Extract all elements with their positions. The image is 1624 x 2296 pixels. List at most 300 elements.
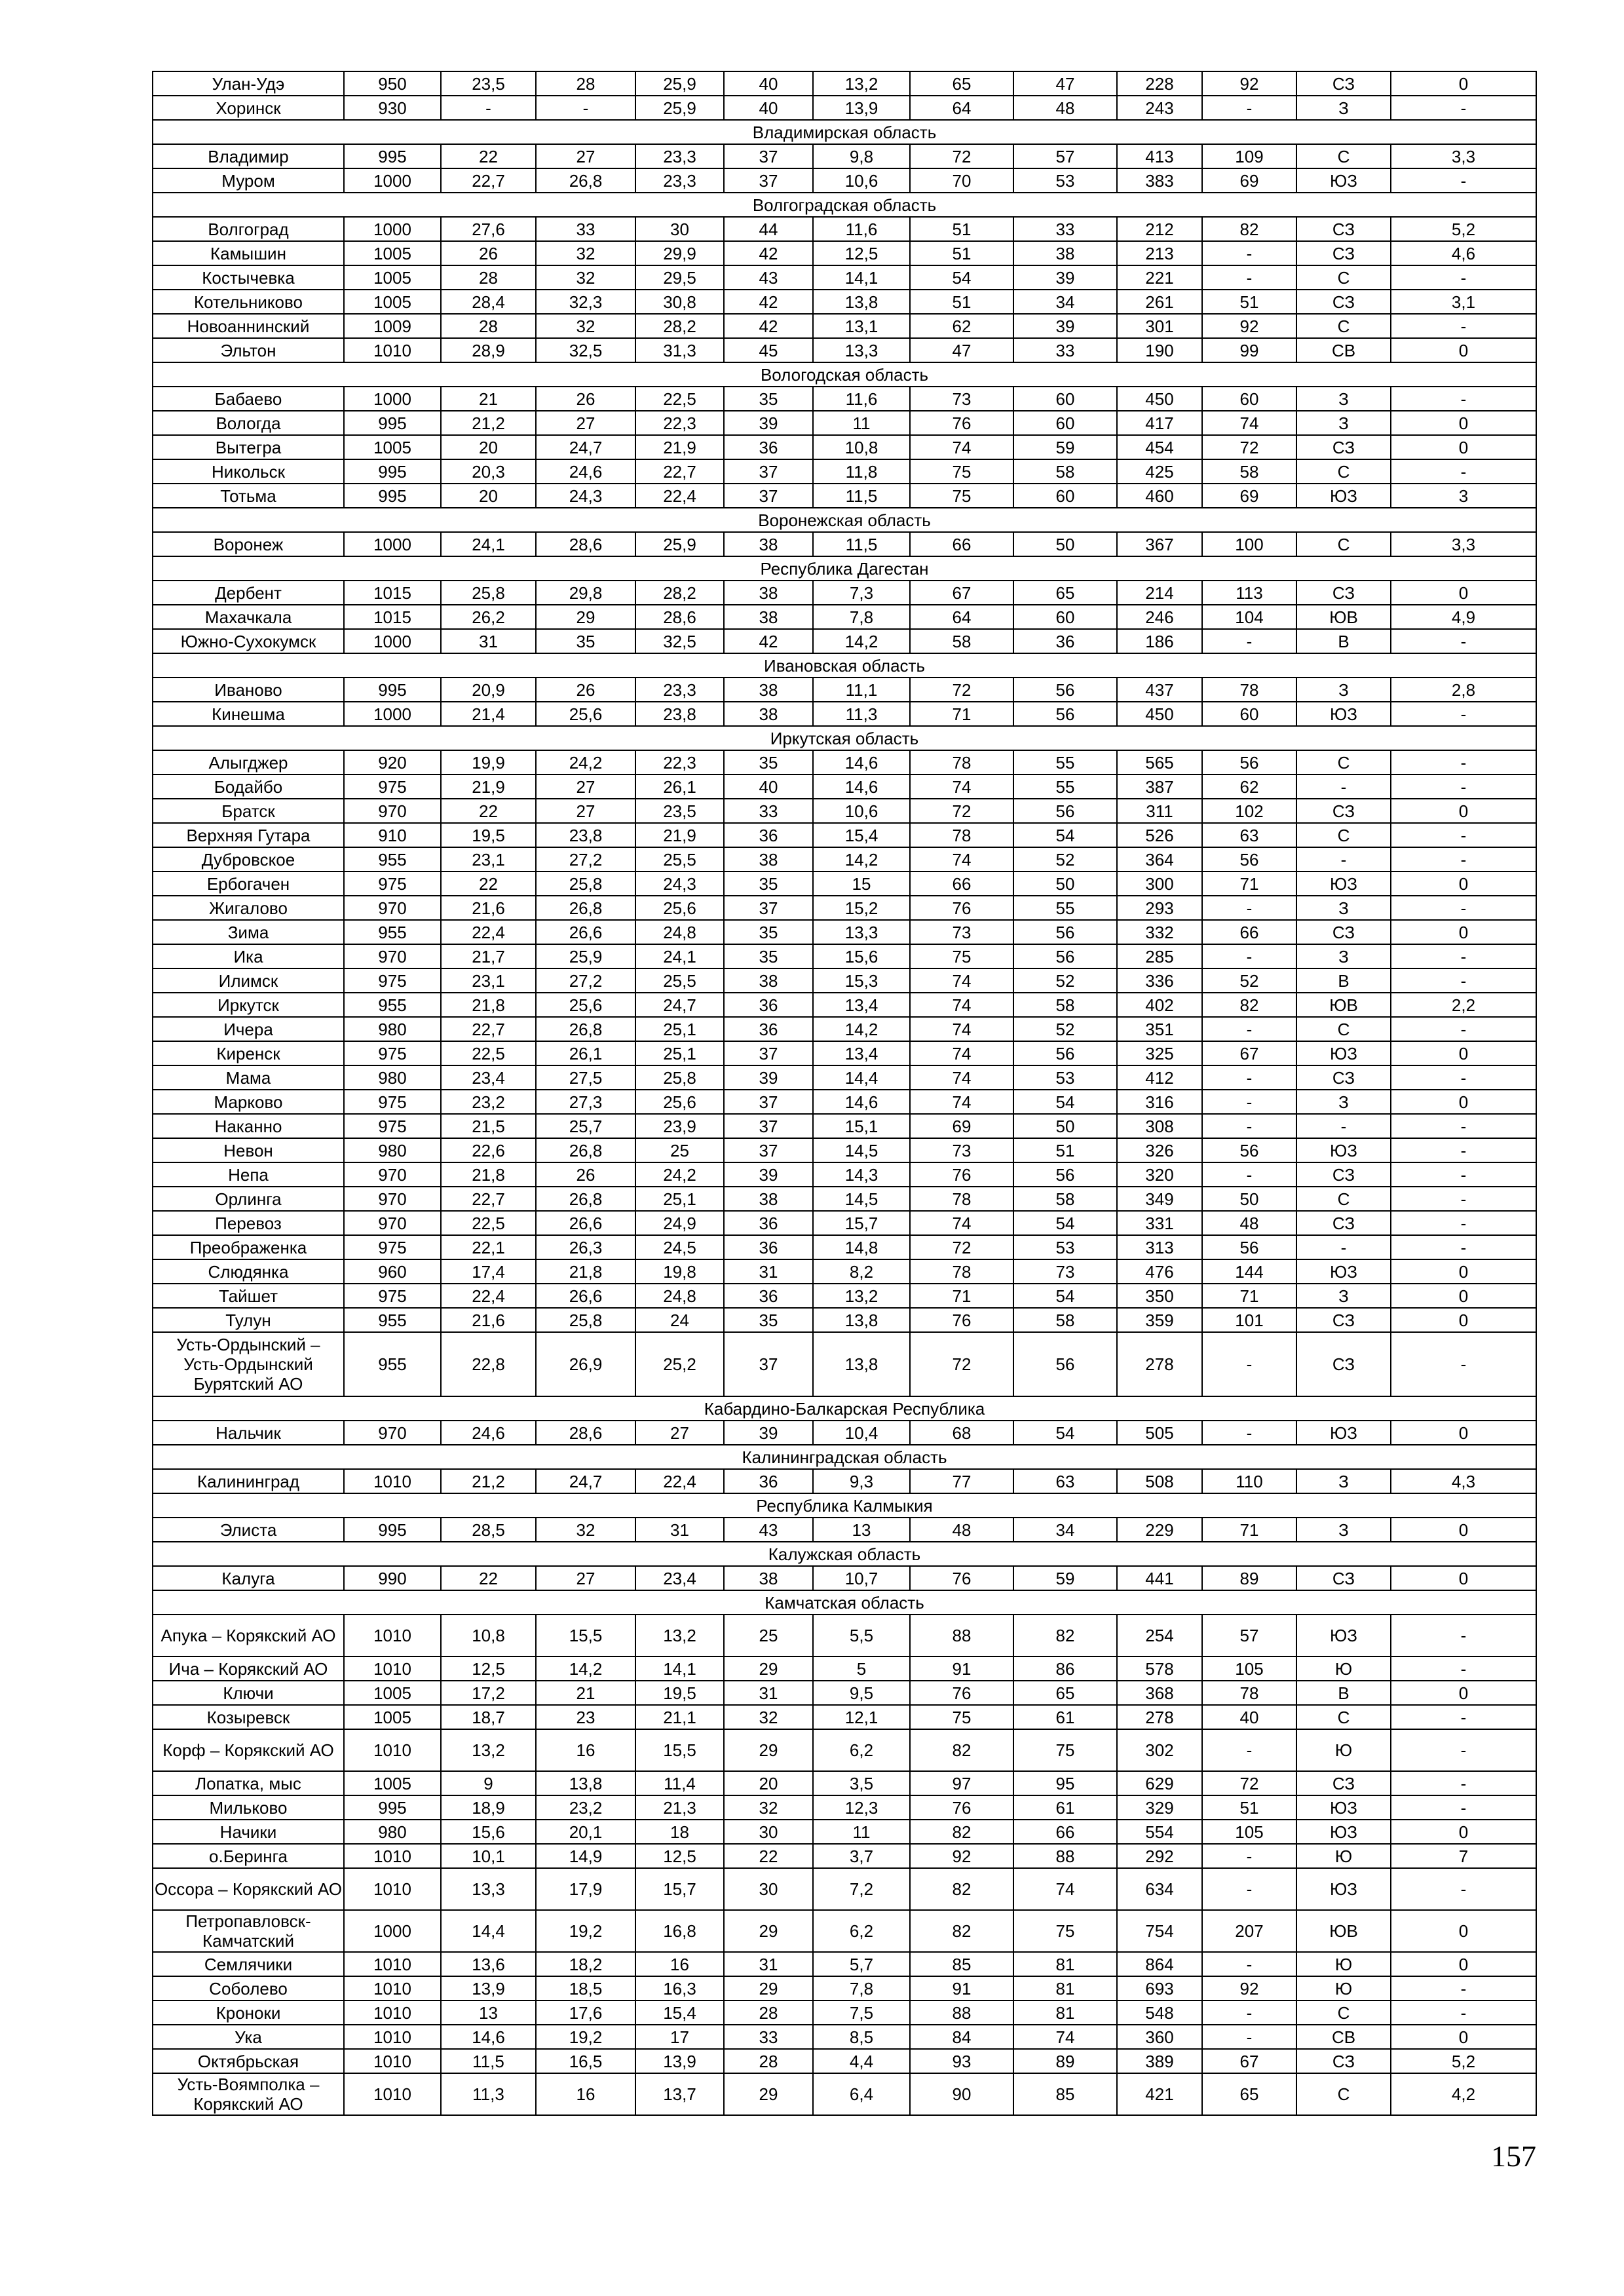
- table-cell: 995: [344, 459, 441, 484]
- table-cell: -: [1202, 1017, 1296, 1041]
- table-cell: З: [1296, 1284, 1391, 1308]
- table-cell: ЮВ: [1296, 993, 1391, 1017]
- table-cell: 0: [1391, 1284, 1536, 1308]
- table-cell: 995: [344, 411, 441, 435]
- table-cell: -: [1391, 96, 1536, 120]
- table-cell: 320: [1117, 1162, 1202, 1187]
- table-cell: 26,8: [536, 1138, 635, 1162]
- region-name: Иркутская область: [153, 726, 1536, 750]
- table-cell: Ю: [1296, 1844, 1391, 1868]
- table-cell: 508: [1117, 1469, 1202, 1493]
- table-cell: 278: [1117, 1705, 1202, 1729]
- table-row: [153, 678, 1536, 702]
- table-cell: 55: [1013, 775, 1117, 799]
- table-cell: 32,3: [536, 290, 635, 314]
- table-cell: 29: [724, 1976, 813, 2000]
- table-cell: 213: [1117, 241, 1202, 265]
- table-cell: 24,1: [635, 944, 724, 968]
- table-cell: 367: [1117, 532, 1202, 556]
- table-cell: 20: [441, 484, 536, 508]
- table-cell: -: [1391, 1162, 1536, 1187]
- table-cell: -: [1391, 1065, 1536, 1090]
- region-header-row: [153, 120, 1536, 144]
- table-cell: 0: [1391, 1090, 1536, 1114]
- table-cell: 0: [1391, 1952, 1536, 1976]
- table-cell: 28: [441, 314, 536, 338]
- table-cell: 26,3: [536, 1235, 635, 1259]
- table-cell: 72: [910, 678, 1013, 702]
- table-cell: 2,8: [1391, 678, 1536, 702]
- table-cell: 39: [724, 1421, 813, 1445]
- table-cell: -: [1391, 1729, 1536, 1771]
- table-cell: 36: [724, 1469, 813, 1493]
- table-cell: 417: [1117, 411, 1202, 435]
- table-row: [153, 1771, 1536, 1795]
- table-cell: 85: [1013, 2073, 1117, 2115]
- table-cell: -: [1391, 1187, 1536, 1211]
- table-cell: 67: [1202, 1041, 1296, 1065]
- table-cell: 13,6: [441, 1952, 536, 1976]
- table-cell: 4,6: [1391, 241, 1536, 265]
- table-cell: 81: [1013, 1976, 1117, 2000]
- table-body: [153, 71, 1536, 2115]
- table-cell: 970: [344, 799, 441, 823]
- table-cell: 14,4: [441, 1910, 536, 1952]
- region-name: Камчатская область: [153, 1590, 1536, 1615]
- table-cell: СЗ: [1296, 241, 1391, 265]
- table-cell: 31,3: [635, 338, 724, 362]
- table-row: [153, 532, 1536, 556]
- table-cell: 36: [724, 1284, 813, 1308]
- page-number: 157: [1491, 2139, 1536, 2173]
- table-cell: 7: [1391, 1844, 1536, 1868]
- table-cell: 74: [910, 993, 1013, 1017]
- station-name-cell: Иркутск: [153, 993, 344, 1017]
- table-cell: 4,3: [1391, 1469, 1536, 1493]
- table-cell: 74: [910, 775, 1013, 799]
- table-cell: 51: [1202, 290, 1296, 314]
- table-cell: 75: [910, 459, 1013, 484]
- station-name-cell: Ика: [153, 944, 344, 968]
- table-cell: 13: [813, 1518, 910, 1542]
- table-cell: 995: [344, 1795, 441, 1820]
- table-cell: 38: [724, 1566, 813, 1590]
- table-cell: -: [1391, 387, 1536, 411]
- table-cell: 78: [1202, 1681, 1296, 1705]
- table-cell: 5: [813, 1656, 910, 1681]
- table-cell: 82: [1202, 217, 1296, 241]
- table-cell: 34: [1013, 290, 1117, 314]
- table-cell: 85: [910, 1952, 1013, 1976]
- table-cell: 14,3: [813, 1162, 910, 1187]
- table-cell: -: [1296, 775, 1391, 799]
- table-cell: 25,1: [635, 1041, 724, 1065]
- table-row: [153, 1518, 1536, 1542]
- table-cell: СЗ: [1296, 920, 1391, 944]
- table-cell: 186: [1117, 629, 1202, 653]
- table-cell: 11,6: [813, 387, 910, 411]
- table-cell: 14,2: [813, 847, 910, 871]
- table-cell: 48: [1202, 1211, 1296, 1235]
- table-cell: 970: [344, 1187, 441, 1211]
- table-cell: 28,6: [536, 532, 635, 556]
- table-cell: 421: [1117, 2073, 1202, 2115]
- table-cell: -: [1391, 775, 1536, 799]
- table-cell: 22: [724, 1844, 813, 1868]
- table-cell: 441: [1117, 1566, 1202, 1590]
- table-cell: 13,3: [813, 338, 910, 362]
- table-cell: 73: [910, 1138, 1013, 1162]
- table-cell: 76: [910, 1681, 1013, 1705]
- table-cell: 8,2: [813, 1259, 910, 1284]
- table-row: [153, 702, 1536, 726]
- table-cell: 74: [910, 435, 1013, 459]
- table-cell: 22,4: [441, 1284, 536, 1308]
- table-cell: 144: [1202, 1259, 1296, 1284]
- table-cell: 62: [1202, 775, 1296, 799]
- table-cell: 285: [1117, 944, 1202, 968]
- table-cell: 48: [1013, 96, 1117, 120]
- table-cell: 13,8: [813, 290, 910, 314]
- table-row: [153, 1332, 1536, 1396]
- table-cell: 450: [1117, 702, 1202, 726]
- table-cell: 30: [635, 217, 724, 241]
- station-name-cell: Ичера: [153, 1017, 344, 1041]
- table-cell: 955: [344, 993, 441, 1017]
- table-cell: ЮЗ: [1296, 871, 1391, 896]
- table-row: [153, 265, 1536, 290]
- table-cell: 66: [1013, 1820, 1117, 1844]
- table-cell: 38: [724, 605, 813, 629]
- table-cell: 37: [724, 1041, 813, 1065]
- table-cell: 74: [1202, 411, 1296, 435]
- table-cell: 40: [724, 71, 813, 96]
- table-cell: 78: [1202, 678, 1296, 702]
- table-cell: 63: [1013, 1469, 1117, 1493]
- station-name-cell: Вытегра: [153, 435, 344, 459]
- table-cell: 13,9: [635, 2049, 724, 2073]
- table-cell: 39: [1013, 314, 1117, 338]
- table-cell: 0: [1391, 435, 1536, 459]
- table-cell: 23,1: [441, 847, 536, 871]
- table-cell: С: [1296, 1017, 1391, 1041]
- table-cell: 3,1: [1391, 290, 1536, 314]
- table-cell: 76: [910, 1795, 1013, 1820]
- table-cell: 109: [1202, 144, 1296, 168]
- table-cell: 15,5: [536, 1615, 635, 1656]
- table-cell: 66: [1202, 920, 1296, 944]
- table-cell: 75: [910, 1705, 1013, 1729]
- table-cell: 23,2: [536, 1795, 635, 1820]
- table-cell: 960: [344, 1259, 441, 1284]
- table-cell: 22,4: [635, 484, 724, 508]
- table-cell: 11,5: [813, 484, 910, 508]
- table-cell: 11,8: [813, 459, 910, 484]
- table-cell: 50: [1013, 871, 1117, 896]
- station-name-cell: Тулун: [153, 1308, 344, 1332]
- table-cell: -: [1202, 1952, 1296, 1976]
- table-cell: 14,2: [813, 629, 910, 653]
- table-cell: 25,9: [635, 71, 724, 96]
- table-cell: 105: [1202, 1656, 1296, 1681]
- table-cell: 31: [724, 1259, 813, 1284]
- table-cell: 65: [1202, 2073, 1296, 2115]
- table-cell: 990: [344, 1566, 441, 1590]
- station-name-cell: Перевоз: [153, 1211, 344, 1235]
- table-cell: 56: [1202, 750, 1296, 775]
- table-cell: СЗ: [1296, 1566, 1391, 1590]
- table-cell: 975: [344, 1235, 441, 1259]
- table-cell: 38: [724, 702, 813, 726]
- table-row: [153, 581, 1536, 605]
- table-cell: 73: [910, 387, 1013, 411]
- table-cell: 15,1: [813, 1114, 910, 1138]
- table-cell: 437: [1117, 678, 1202, 702]
- table-row: [153, 823, 1536, 847]
- table-cell: 99: [1202, 338, 1296, 362]
- table-cell: 0: [1391, 1681, 1536, 1705]
- table-row: [153, 1211, 1536, 1235]
- table-cell: 21,6: [441, 896, 536, 920]
- table-cell: 1005: [344, 290, 441, 314]
- table-cell: 55: [1013, 896, 1117, 920]
- table-cell: -: [1391, 1114, 1536, 1138]
- table-cell: 975: [344, 775, 441, 799]
- station-name-cell: Воронеж: [153, 532, 344, 556]
- table-cell: 16,3: [635, 1976, 724, 2000]
- table-cell: 19,8: [635, 1259, 724, 1284]
- table-cell: 29,5: [635, 265, 724, 290]
- station-name-cell: Ука: [153, 2025, 344, 2049]
- table-cell: 44: [724, 217, 813, 241]
- table-cell: 14,8: [813, 1235, 910, 1259]
- table-cell: 51: [910, 290, 1013, 314]
- region-name: Ивановская область: [153, 653, 1536, 678]
- station-name-cell: Владимир: [153, 144, 344, 168]
- table-cell: 15,4: [813, 823, 910, 847]
- table-cell: -: [1202, 944, 1296, 968]
- table-cell: В: [1296, 1681, 1391, 1705]
- station-name-cell: Ербогачен: [153, 871, 344, 896]
- station-name-cell: Мама: [153, 1065, 344, 1090]
- table-cell: С: [1296, 532, 1391, 556]
- table-cell: 1010: [344, 2000, 441, 2025]
- table-cell: 1000: [344, 702, 441, 726]
- table-cell: 14,6: [813, 775, 910, 799]
- table-cell: 35: [536, 629, 635, 653]
- table-row: [153, 1041, 1536, 1065]
- table-cell: 81: [1013, 1952, 1117, 1976]
- table-cell: 88: [1013, 1844, 1117, 1868]
- table-cell: 56: [1013, 678, 1117, 702]
- table-cell: 6,2: [813, 1729, 910, 1771]
- table-cell: 20,9: [441, 678, 536, 702]
- table-cell: 82: [910, 1868, 1013, 1910]
- table-cell: 3,5: [813, 1771, 910, 1795]
- table-row: [153, 1162, 1536, 1187]
- table-cell: 36: [724, 1017, 813, 1041]
- table-cell: 27,2: [536, 847, 635, 871]
- table-cell: 325: [1117, 1041, 1202, 1065]
- table-cell: СВ: [1296, 338, 1391, 362]
- table-cell: 1010: [344, 1868, 441, 1910]
- table-cell: -: [536, 96, 635, 120]
- table-cell: 22,7: [635, 459, 724, 484]
- table-cell: ЮЗ: [1296, 1041, 1391, 1065]
- table-row: [153, 1844, 1536, 1868]
- table-cell: -: [1391, 265, 1536, 290]
- table-cell: 52: [1013, 1017, 1117, 1041]
- station-name-cell: Усть-Воямполка – Корякский АО: [153, 2073, 344, 2115]
- table-cell: 25,6: [635, 1090, 724, 1114]
- station-name-cell: Зима: [153, 920, 344, 944]
- table-cell: 27,3: [536, 1090, 635, 1114]
- table-cell: -: [1391, 1138, 1536, 1162]
- region-name: Республика Дагестан: [153, 556, 1536, 581]
- table-cell: 33: [724, 799, 813, 823]
- table-row: [153, 338, 1536, 362]
- table-cell: 58: [1013, 993, 1117, 1017]
- table-cell: 5,2: [1391, 217, 1536, 241]
- table-cell: 60: [1013, 484, 1117, 508]
- table-cell: 1010: [344, 1976, 441, 2000]
- table-cell: 31: [724, 1681, 813, 1705]
- table-cell: СЗ: [1296, 71, 1391, 96]
- table-cell: 261: [1117, 290, 1202, 314]
- table-cell: 22,3: [635, 411, 724, 435]
- table-cell: 970: [344, 1211, 441, 1235]
- table-cell: 76: [910, 1308, 1013, 1332]
- table-row: [153, 896, 1536, 920]
- table-cell: 1000: [344, 217, 441, 241]
- table-cell: 26,9: [536, 1332, 635, 1396]
- table-cell: -: [1391, 168, 1536, 193]
- table-cell: 92: [1202, 1976, 1296, 2000]
- table-cell: 74: [910, 1041, 1013, 1065]
- table-cell: 14,4: [813, 1065, 910, 1090]
- table-cell: 35: [724, 871, 813, 896]
- table-cell: 25,6: [635, 896, 724, 920]
- table-cell: 71: [910, 1284, 1013, 1308]
- table-cell: 22,1: [441, 1235, 536, 1259]
- table-cell: 28,6: [635, 605, 724, 629]
- table-cell: 629: [1117, 1771, 1202, 1795]
- table-cell: 54: [1013, 1284, 1117, 1308]
- table-cell: 26: [536, 678, 635, 702]
- table-cell: 16,5: [536, 2049, 635, 2073]
- table-cell: 30,8: [635, 290, 724, 314]
- table-cell: 29: [724, 2073, 813, 2115]
- table-cell: С: [1296, 1705, 1391, 1729]
- table-cell: 955: [344, 847, 441, 871]
- table-cell: 7,8: [813, 605, 910, 629]
- table-cell: 56: [1202, 847, 1296, 871]
- table-cell: 27: [536, 144, 635, 168]
- table-row: [153, 314, 1536, 338]
- table-cell: З: [1296, 96, 1391, 120]
- table-cell: 21,8: [441, 1162, 536, 1187]
- table-cell: 19,9: [441, 750, 536, 775]
- table-cell: 23,4: [441, 1065, 536, 1090]
- table-cell: 228: [1117, 71, 1202, 96]
- table-cell: 25,8: [441, 581, 536, 605]
- table-cell: 24: [635, 1308, 724, 1332]
- table-cell: 693: [1117, 1976, 1202, 2000]
- table-cell: З: [1296, 678, 1391, 702]
- table-cell: -: [1391, 1976, 1536, 2000]
- station-name-cell: Костычевка: [153, 265, 344, 290]
- table-cell: С: [1296, 459, 1391, 484]
- table-cell: 21: [441, 387, 536, 411]
- table-cell: 33: [536, 217, 635, 241]
- table-cell: 38: [724, 847, 813, 871]
- table-cell: 24,7: [635, 993, 724, 1017]
- table-cell: 24,5: [635, 1235, 724, 1259]
- table-cell: 26,6: [536, 1284, 635, 1308]
- table-cell: 413: [1117, 144, 1202, 168]
- table-row: [153, 2073, 1536, 2115]
- table-cell: ЮЗ: [1296, 702, 1391, 726]
- table-cell: 27: [536, 775, 635, 799]
- table-cell: 17,4: [441, 1259, 536, 1284]
- region-name: Волгоградская область: [153, 193, 1536, 217]
- table-row: [153, 484, 1536, 508]
- table-cell: 7,3: [813, 581, 910, 605]
- table-cell: 21,9: [441, 775, 536, 799]
- table-cell: 14,5: [813, 1138, 910, 1162]
- table-cell: 24,6: [441, 1421, 536, 1445]
- table-row: [153, 290, 1536, 314]
- table-cell: 63: [1202, 823, 1296, 847]
- table-cell: 7,5: [813, 2000, 910, 2025]
- table-row: [153, 1235, 1536, 1259]
- table-cell: З: [1296, 896, 1391, 920]
- table-cell: 53: [1013, 1065, 1117, 1090]
- table-cell: 0: [1391, 71, 1536, 96]
- table-cell: 301: [1117, 314, 1202, 338]
- table-cell: 36: [724, 823, 813, 847]
- table-cell: 6,4: [813, 2073, 910, 2115]
- table-cell: 1005: [344, 241, 441, 265]
- table-cell: -: [1391, 702, 1536, 726]
- table-cell: 13,1: [813, 314, 910, 338]
- table-cell: -: [1391, 1705, 1536, 1729]
- station-name-cell: Ключи: [153, 1681, 344, 1705]
- table-cell: 20: [441, 435, 536, 459]
- table-cell: 74: [1013, 2025, 1117, 2049]
- table-cell: -: [1391, 896, 1536, 920]
- table-cell: -: [1391, 1771, 1536, 1795]
- table-cell: 548: [1117, 2000, 1202, 2025]
- table-cell: 36: [724, 1211, 813, 1235]
- table-cell: 74: [910, 968, 1013, 993]
- table-cell: 995: [344, 144, 441, 168]
- table-cell: 11,1: [813, 678, 910, 702]
- table-cell: 15,6: [441, 1820, 536, 1844]
- table-cell: 26,2: [441, 605, 536, 629]
- table-cell: 25,6: [536, 702, 635, 726]
- table-cell: 14,2: [813, 1017, 910, 1041]
- table-cell: 955: [344, 1308, 441, 1332]
- table-cell: 58: [1013, 1187, 1117, 1211]
- table-cell: 10,6: [813, 168, 910, 193]
- station-name-cell: Киренск: [153, 1041, 344, 1065]
- table-row: [153, 750, 1536, 775]
- table-cell: 634: [1117, 1868, 1202, 1910]
- table-cell: СЗ: [1296, 217, 1391, 241]
- table-cell: 19,2: [536, 1910, 635, 1952]
- table-cell: 43: [724, 265, 813, 290]
